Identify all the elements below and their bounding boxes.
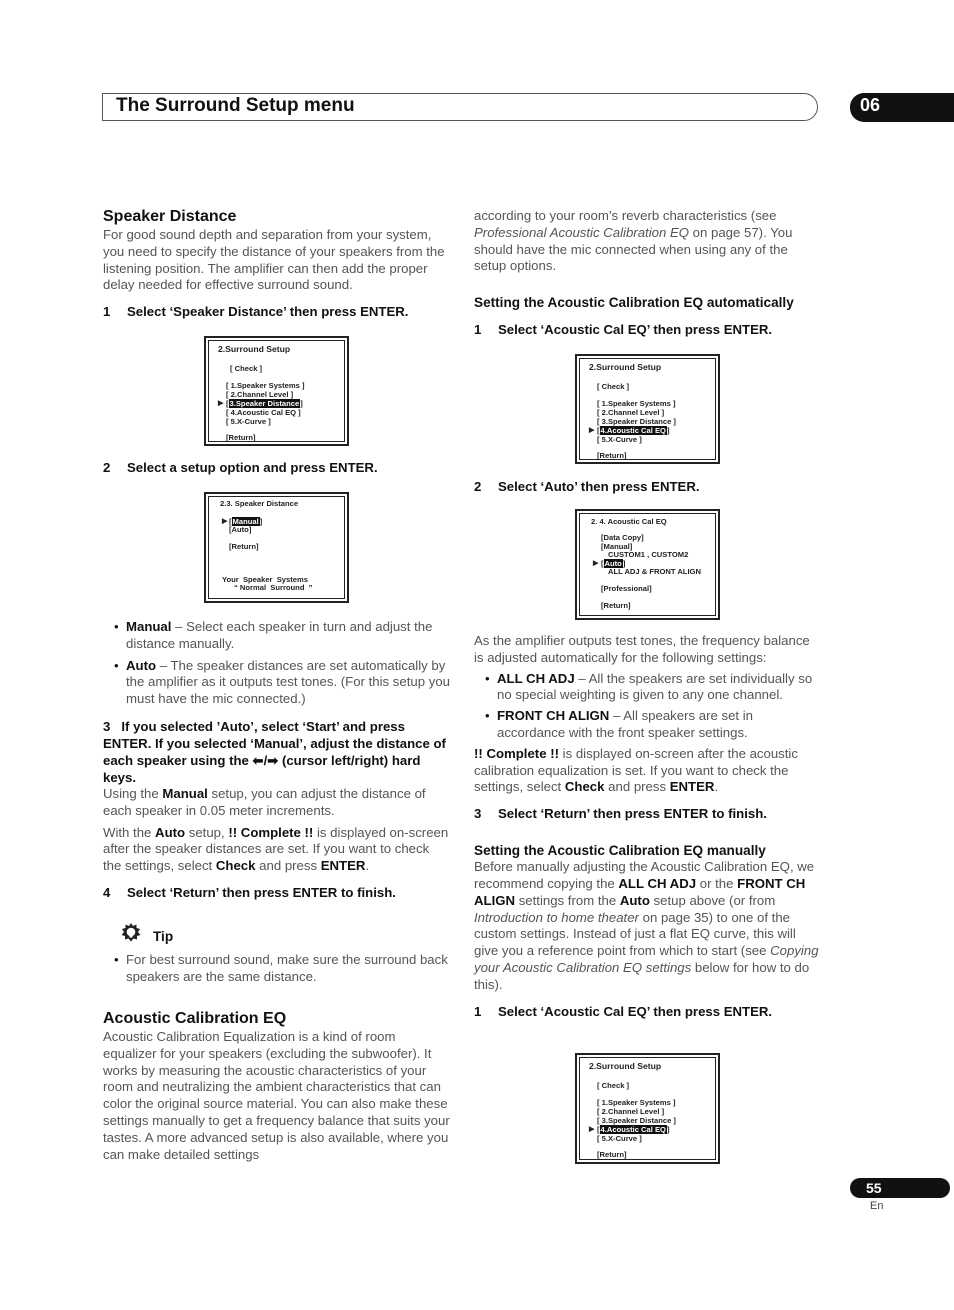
manual-intro: Before manually adjusting the Acoustic Calibration EQ, we recommend copying the ALL CH ADJ or the FRONT CH ALIGN settings from the Auto setup above (or from Introduction to home theater on page 35) to one of the custom settings. Instead of just a flat EQ curve, this will give you a reference point from which to start (see Copying your Acoustic Calibration EQ settings below for how to do this). [474,859,819,992]
cursor-arrow-icon: ▶ [589,1126,595,1133]
heading-eq-auto: Setting the Acoustic Calibration EQ automatically [474,295,794,311]
left-column [103,207,451,320]
bullet-auto: • Auto – The speaker distances are set automatically by the amplifier as it outputs test tones. (For this setup you must have the mic connected.) [103,658,451,708]
auto-step-2: 2 Select ‘Auto’ then press ENTER. [474,479,700,494]
screen-speaker-distance: 2.3. Speaker Distance ▶ [Manual] [Auto] [Return] Your Speaker Systems “ Normal Surround ” [204,492,349,603]
chapter-number: 06 [850,93,954,122]
cursor-arrow-icon: ▶ [218,400,224,407]
screen-surround-setup-1: 2.Surround Setup [ Check ] [ 1.Speaker Systems ] [ 2.Channel Level ] ▶ [3.Speaker Distance] [ 4.Acoustic Cal EQ ] [ 5.X-Curve ] [Return] [204,336,349,446]
highlighted-item: 4.Acoustic Cal EQ [600,426,666,435]
bullet-front-ch-align: • FRONT CH ALIGN – All speakers are set in accordance with the front speaker settings. [474,708,822,742]
step-1: 1 Select ‘Speaker Distance’ then press ENTER. [103,304,409,320]
speaker-distance-intro: For good sound depth and separation from your system, you need to specify the distance of your speakers from the listening position. The amplifier can then add the proper delay needed for effective surround sound. [103,227,445,293]
heading-eq-manual: Setting the Acoustic Calibration EQ manually [474,843,766,859]
language-code: En [870,1200,884,1212]
step-4: 4 Select ‘Return’ then press ENTER to finish. [103,884,396,900]
tip-text: • For best surround sound, make sure the surround back speakers are the same distance. [103,952,451,986]
highlighted-item: 4.Acoustic Cal EQ [600,1125,666,1134]
para-with-auto: With the Auto setup, !! Complete !! is displayed on-screen after the speaker distances are set. If you want to check the settings, select Check and press ENTER. [103,824,449,874]
continuation-text: according to your room’s reverb characteristics (see Professional Acoustic Calibration EQ on page 57). You should have the mic connected when using any of the setup options. [474,208,793,274]
test-tones-text: As the amplifier outputs test tones, the frequency balance is adjusted automatically for the following settings: [474,633,810,665]
screen-acoustic-cal-eq: 2. 4. Acoustic Cal EQ [Data Copy] [Manual] CUSTOM1 , CUSTOM2 ▶ [Auto] ALL ADJ & FRONT ALIGN [Professional] [Return] [575,509,720,620]
auto-step-3: 3 Select ‘Return’ then press ENTER to finish. [474,806,767,822]
cursor-left-right-icon: ⬅/➡ [252,752,279,768]
cursor-arrow-icon: ▶ [222,518,228,525]
auto-step-1: 1 Select ‘Acoustic Cal EQ’ then press ENTER. [474,322,773,338]
step-3: 3 If you selected ’Auto’, select ‘Start’ and press ENTER. If you selected ‘Manual’, adjust the distance of each speaker using the ⬅/➡ (cursor left/right) hard keys. [103,718,446,785]
heading-acoustic-calibration-eq: Acoustic Calibration EQ [103,1010,287,1027]
heading-speaker-distance: Speaker Distance [103,208,237,225]
tip-label: Tip [153,929,174,944]
right-column [474,208,822,338]
cursor-arrow-icon: ▶ [593,560,599,567]
highlighted-item: 3.Speaker Distance [229,399,300,408]
screen-surround-setup-3: 2.Surround Setup [ Check ] [ 1.Speaker Systems ] [ 2.Channel Level ] [ 3.Speaker Distance ] ▶ [4.Acoustic Cal EQ] [ 5.X-Curve ] [Return] [575,1053,720,1164]
bullet-all-ch-adj: • ALL CH ADJ – All the speakers are set individually so no special weighting is given to any one channel. [474,671,822,705]
page-number: 55 [850,1178,950,1198]
bullet-manual: • Manual – Select each speaker in turn and adjust the distance manually. [103,619,451,653]
screen-surround-setup-2: 2.Surround Setup [ Check ] [ 1.Speaker Systems ] [ 2.Channel Level ] [ 3.Speaker Distance ] ▶ [4.Acoustic Cal EQ] [ 5.X-Curve ] [Return] [575,354,720,464]
page-title: The Surround Setup menu [116,95,355,116]
cursor-arrow-icon: ▶ [589,427,595,434]
step-2: 2 Select a setup option and press ENTER. [103,460,378,475]
manual-step-1: 1 Select ‘Acoustic Cal EQ’ then press ENTER. [474,1003,773,1019]
tip-lightbulb-icon [120,922,142,944]
complete-text: !! Complete !! is displayed on-screen after the acoustic calibration equalization is set. If you want to check the settings, select Check and press ENTER. [474,745,798,795]
para-using-manual: Using the Manual setup, you can adjust the distance of each speaker in 0.05 meter increments. [103,785,426,818]
acoustic-intro: Acoustic Calibration Equalization is a kind of room equalizer for your speakers (excluding the subwoofer). It works by measuring the acoustic characteristics of your room and neutralizing the ambient characteristics that can color the original source material. You can also make these settings manually to get a frequency balance that suits your tastes. A more advanced setup is also available, where you can make detailed settings [103,1029,450,1162]
